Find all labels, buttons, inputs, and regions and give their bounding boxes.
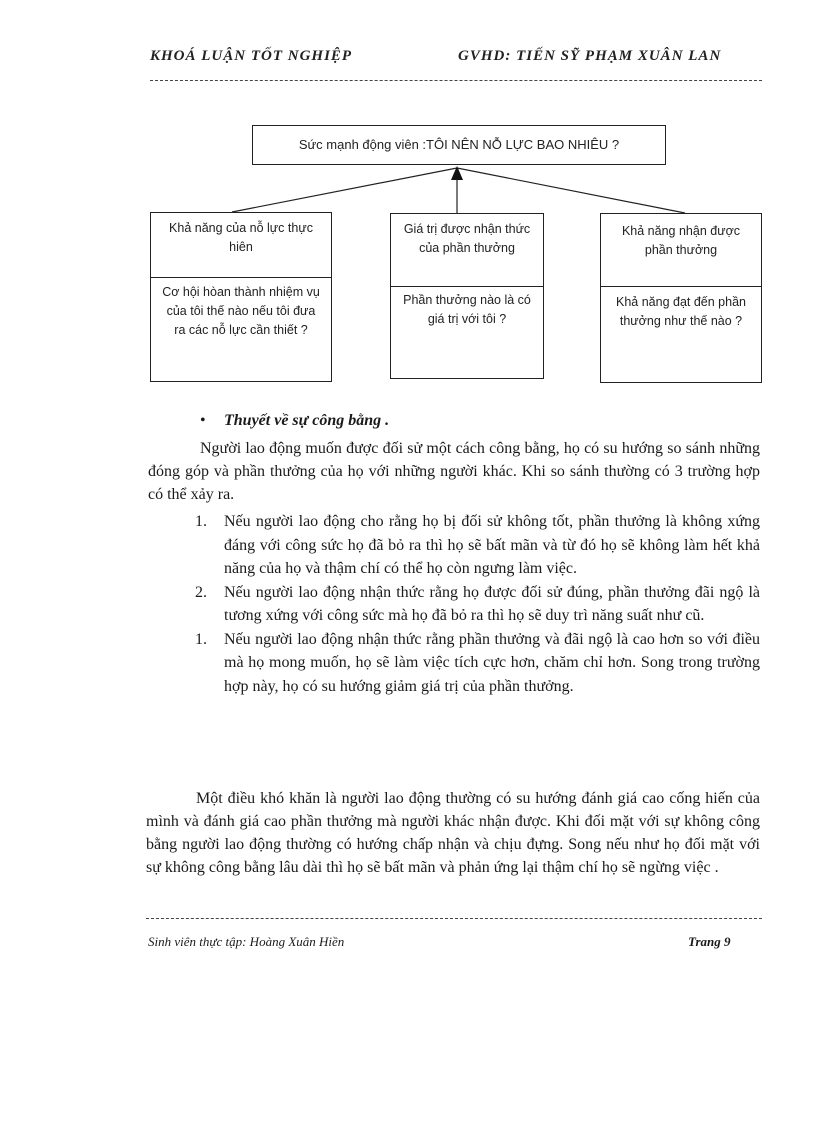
section-title: Thuyết về sự công bằng .	[224, 412, 390, 429]
case-list	[195, 510, 760, 698]
case-text: Nếu người lao động cho rằng họ bị đối sử không tốt, phần thưởng là không xứng đáng với công sức họ đã bỏ ra thì họ sẽ bất mãn và từ đó họ sẽ không làm hết khả năng của họ và thậm chí có thể họ còn ngưng làm việc.	[224, 513, 760, 577]
header-left: KHOÁ LUẬN TỐT NGHIỆP	[150, 48, 353, 64]
case-item	[195, 510, 760, 581]
closing-paragraph: Một điều khó khăn là người lao động thường có su hướng đánh giá cao cống hiến của mình và đánh giá cao phần thưởng mà người khác nhận được. Khi đối mặt với sự không công bằng người lao động thường có hướng chấp nhận và chịu đựng. Song nếu như họ đối mặt với sự không công bằng lâu dài thì họ sẽ bất mãn và phản ứng lại thậm chí họ sẽ ngừng việc .	[146, 790, 760, 876]
footer-student: Sinh viên thực tập: Hoàng Xuân Hiền	[148, 934, 345, 949]
case-number: 1.	[195, 513, 207, 530]
perceived-value-title: Giá trị được nhận thức của phần thưởng	[403, 222, 531, 255]
perceived-value-body: Phần thưởng nào là có giá trị với tôi ?	[403, 293, 531, 326]
effort-ability-title: Khả năng của nỗ lực thực hiên	[169, 221, 313, 254]
page-number: Trang 9	[688, 934, 731, 949]
case-item	[195, 628, 760, 699]
case-text: Nếu người lao động nhận thức rằng phần thưởng và đãi ngộ là cao hơn so với điều mà họ mong muốn, họ sẽ làm việc tích cực hơn, chăm chỉ hơn. Song trong trường hợp này, họ có su hướng giảm giá trị của phần thưởng.	[224, 630, 760, 695]
case-text: Nếu người lao động nhận thức rằng họ được đối sử đúng, phần thưởng đãi ngộ là tương xứng với công sức mà họ đã bỏ ra thì họ sẽ duy trì năng suất như cũ.	[224, 583, 760, 624]
reward-probability-box	[600, 213, 762, 383]
motivation-box: Sức mạnh động viên :TÔI NÊN NỖ LỰC BAO NHIÊU ?	[252, 125, 666, 165]
reward-probability-title: Khả năng nhận được phần thưởng	[621, 224, 741, 257]
footer-divider	[146, 918, 762, 919]
intro-paragraph: Người lao động muốn được đối sử một cách công bằng, họ có su hướng so sánh những đóng góp và phần thưởng của họ với những người khác. Khi so sánh thường có 3 trường hợp có thể xảy ra.	[148, 440, 760, 503]
perceived-value-box	[390, 213, 544, 379]
case-item	[195, 581, 760, 628]
diagram-connectors	[0, 0, 816, 240]
bullet-dot: •	[200, 412, 206, 429]
case-number: 1.	[195, 630, 207, 648]
effort-ability-body: Cơ hội hòan thành nhiệm vụ của tôi thế nào nếu tôi đưa ra các nỗ lực cần thiết ?	[162, 285, 320, 337]
effort-ability-box	[150, 212, 332, 382]
case-number: 2.	[195, 583, 207, 601]
header-right: GVHD: TIẾN SỸ PHẠM XUÂN LAN	[458, 48, 722, 64]
reward-probability-body: Khả năng đạt đến phần thưởng như thế nào ?	[616, 295, 746, 328]
